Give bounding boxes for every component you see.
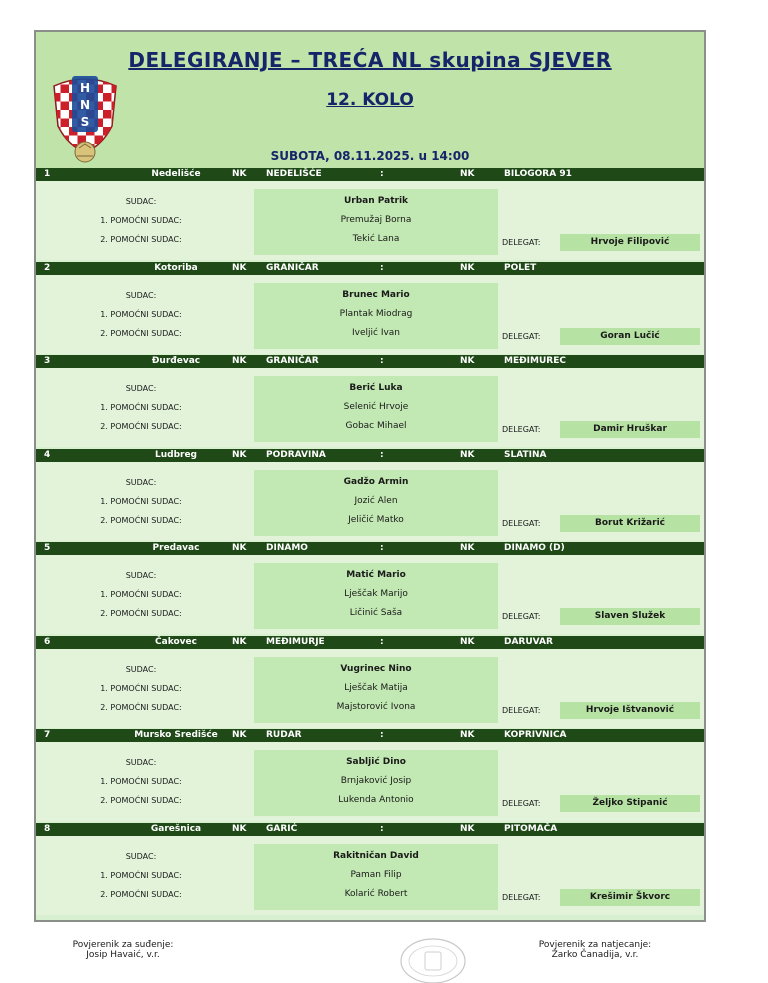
match-venue: Predavac [152,543,200,553]
assistant2-name: Tekić Lana [352,234,400,244]
away-nk-label: NK [460,730,475,740]
assistant2-label: 2. POMOĆNI SUDAC: [100,796,182,805]
match-number: 7 [44,730,51,740]
officials-names [254,563,498,629]
vs-separator: : [380,637,384,647]
delegate-box [502,234,700,251]
delegate-name: Krešimir Škvorc [560,889,700,906]
delegate-name: Hrvoje Filipović [560,234,700,251]
delegate-label: DELEGAT: [502,893,541,902]
match-venue: Kotoriba [154,263,198,273]
assistant1-name: Jozić Alen [354,496,398,506]
home-team: MEĐIMURJE [266,637,325,647]
referee-name: Vugrinec Nino [340,664,412,674]
home-team: PODRAVINA [266,450,326,460]
delegate-box [502,328,700,345]
delegate-box [502,889,700,906]
assistant2-label: 2. POMOĆNI SUDAC: [100,890,182,899]
sheet-header [36,32,704,168]
referee-label: SUDAC: [125,758,157,767]
delegate-label: DELEGAT: [502,519,541,528]
delegate-label: DELEGAT: [502,425,541,434]
stamp-seal [397,935,469,983]
footer-left-name: Josip Havaić, v.r. [86,950,160,960]
delegate-label: DELEGAT: [502,238,541,247]
delegate-label: DELEGAT: [502,799,541,808]
assistant1-label: 1. POMOĆNI SUDAC: [100,216,182,225]
match-block [36,449,704,541]
home-nk-label: NK [232,543,247,553]
assistant1-label: 1. POMOĆNI SUDAC: [100,310,182,319]
home-nk-label: NK [232,169,247,179]
delegate-box [502,515,700,532]
match-header-bar [36,542,704,555]
match-venue: Garešnica [150,824,202,834]
assistant1-label: 1. POMOĆNI SUDAC: [100,684,182,693]
match-officials [36,462,704,541]
referee-name: Berić Luka [349,383,403,393]
footer-right-title: Povjerenik za natjecanje: [538,940,652,950]
assistant2-name: Jeličić Matko [348,515,404,525]
assistant1-name: Premužaj Borna [340,215,412,225]
match-venue: Ludbreg [154,450,197,460]
referee-label: SUDAC: [125,384,157,393]
referee-label: SUDAC: [125,571,157,580]
delegate-name: Damir Hruškar [560,421,700,438]
assistant1-label: 1. POMOĆNI SUDAC: [100,777,182,786]
match-header-bar [36,729,704,742]
match-block [36,355,704,447]
delegate-name: Željko Stipanić [560,795,700,812]
page-title: DELEGIRANJE – TREĆA NL skupina SJEVER [128,48,612,72]
home-nk-label: NK [232,356,247,366]
assistant2-name: Iveljić Ivan [351,328,401,338]
away-team: POLET [504,263,537,273]
assistant1-label: 1. POMOĆNI SUDAC: [100,590,182,599]
delegate-box [502,702,700,719]
referee-name: Brunec Mario [342,290,410,300]
officials-names [254,376,498,442]
referee-label: SUDAC: [125,478,157,487]
away-team: PITOMAČA [504,824,558,834]
assistant2-name: Kolarić Robert [344,889,408,899]
match-venue: Đurđevac [151,356,201,366]
delegate-box [502,608,700,625]
assistant2-label: 2. POMOĆNI SUDAC: [100,235,182,244]
referee-label: SUDAC: [125,197,157,206]
officials-names [254,470,498,536]
away-team: DINAMO (D) [504,543,565,553]
assistant2-label: 2. POMOĆNI SUDAC: [100,516,182,525]
match-block [36,262,704,354]
match-officials [36,368,704,447]
officials-names [254,844,498,910]
match-block [36,542,704,634]
referee-name: Gadžo Armin [343,477,409,487]
away-nk-label: NK [460,263,475,273]
away-nk-label: NK [460,169,475,179]
assistant2-name: Gobac Mihael [345,421,407,431]
assistant1-name: Paman Filip [350,870,402,880]
footer-left [48,940,198,960]
match-officials [36,181,704,260]
match-venue: Mursko Središće [134,730,218,740]
match-venue: Nedelišće [151,169,201,179]
delegation-sheet [34,30,706,922]
match-header-bar [36,823,704,836]
delegate-label: DELEGAT: [502,612,541,621]
assistant2-label: 2. POMOĆNI SUDAC: [100,422,182,431]
assistant2-label: 2. POMOĆNI SUDAC: [100,329,182,338]
match-number: 5 [44,543,51,553]
assistant1-name: Brnjaković Josip [340,776,412,786]
match-date: SUBOTA, 08.11.2025. u 14:00 [270,149,470,163]
assistant1-label: 1. POMOĆNI SUDAC: [100,871,182,880]
assistant1-name: Plantak Miodrag [339,309,413,319]
assistant2-name: Lukenda Antonio [338,795,414,805]
match-officials [36,649,704,728]
assistant2-label: 2. POMOĆNI SUDAC: [100,609,182,618]
delegate-label: DELEGAT: [502,706,541,715]
referee-name: Sabljić Dino [346,757,406,767]
referee-name: Urban Patrik [343,196,409,206]
officials-names [254,750,498,816]
home-team: GRANIČAR [266,263,319,273]
vs-separator: : [380,730,384,740]
match-block [36,729,704,821]
match-number: 6 [44,637,51,647]
assistant1-name: Lješčak Marijo [344,589,408,599]
home-team: NEDELIŠĆE [266,169,322,179]
match-officials [36,836,704,915]
assistant1-label: 1. POMOĆNI SUDAC: [100,403,182,412]
match-header-bar [36,449,704,462]
match-block [36,168,704,260]
vs-separator: : [380,169,384,179]
vs-separator: : [380,356,384,366]
footer-right [510,940,680,960]
home-team: RUDAR [266,730,302,740]
assistant1-name: Selenić Hrvoje [343,402,409,412]
match-officials [36,555,704,634]
delegate-name: Slaven Služek [560,608,700,625]
match-number: 1 [44,169,51,179]
away-nk-label: NK [460,356,475,366]
delegate-label: DELEGAT: [502,332,541,341]
match-venue: Čakovec [155,637,197,647]
match-number: 8 [44,824,51,834]
away-nk-label: NK [460,450,475,460]
away-nk-label: NK [460,824,475,834]
home-nk-label: NK [232,730,247,740]
away-team: SLATINA [504,450,547,460]
footer-right-name: Žarko Čanadija, v.r. [551,950,639,960]
delegate-box [502,795,700,812]
vs-separator: : [380,543,384,553]
match-header-bar [36,168,704,181]
match-header-bar [36,262,704,275]
referee-label: SUDAC: [125,291,157,300]
match-officials [36,742,704,821]
delegate-name: Borut Križarić [560,515,700,532]
home-team: GRANIČAR [266,356,319,366]
home-nk-label: NK [232,824,247,834]
referee-name: Rakitničan David [333,851,419,861]
assistant1-label: 1. POMOĆNI SUDAC: [100,497,182,506]
logo-letter-s: S [80,115,90,129]
referee-label: SUDAC: [125,665,157,674]
away-nk-label: NK [460,543,475,553]
match-block [36,636,704,728]
assistant1-name: Lješčak Matija [344,683,408,693]
home-team: DINAMO [266,543,308,553]
delegate-box [502,421,700,438]
delegate-name: Hrvoje Ištvanović [560,702,700,719]
logo-letter-h: H [79,81,91,95]
assistant2-label: 2. POMOĆNI SUDAC: [100,703,182,712]
match-block [36,823,704,915]
match-officials [36,275,704,354]
assistant2-name: Ličinić Saša [349,608,403,618]
match-number: 2 [44,263,51,273]
away-team: DARUVAR [504,637,553,647]
home-nk-label: NK [232,450,247,460]
away-team: BILOGORA 91 [504,169,572,179]
logo-letter-n: N [79,98,91,112]
officials-names [254,657,498,723]
referee-name: Matić Mario [346,570,406,580]
delegate-name: Goran Lučić [560,328,700,345]
vs-separator: : [380,450,384,460]
match-number: 3 [44,356,51,366]
round-title: 12. KOLO [326,90,414,110]
vs-separator: : [380,824,384,834]
away-team: MEĐIMUREC [504,356,566,366]
officials-names [254,283,498,349]
away-team: KOPRIVNICA [504,730,567,740]
assistant2-name: Majstorović Ivona [336,702,416,712]
match-header-bar [36,636,704,649]
match-number: 4 [44,450,51,460]
match-header-bar [36,355,704,368]
home-team: GARIĆ [266,824,298,834]
home-nk-label: NK [232,263,247,273]
vs-separator: : [380,263,384,273]
footer-left-title: Povjerenik za suđenje: [72,940,174,950]
officials-names [254,189,498,255]
home-nk-label: NK [232,637,247,647]
away-nk-label: NK [460,637,475,647]
referee-label: SUDAC: [125,852,157,861]
